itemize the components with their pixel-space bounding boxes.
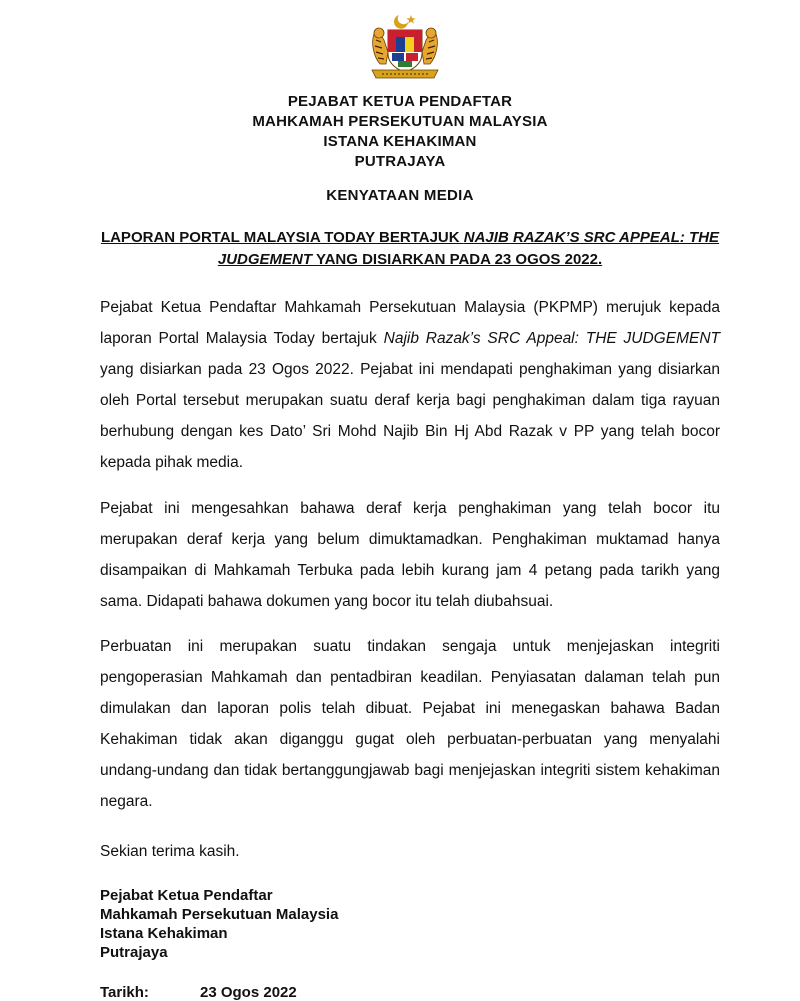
subject-text-1: LAPORAN PORTAL MALAYSIA TODAY BERTAJUK — [100, 229, 464, 246]
issuer-header — [0, 92, 800, 172]
signature-line-2: Mahkamah Persekutuan Malaysia — [100, 906, 339, 923]
body-paragraph-2: Pejabat ini mengesahkan bahawa deraf kerja penghakiman yang telah bocor itu merupakan deraf kerja yang belum dimuktamadkan. Penghakiman muktamad hanya disampaikan di Mahkamah Terbuka pada lebih kurang jam 4 petang pada tarikh yang sama. Didapati bahawa dokumen yang bocor itu telah diubahsuai. — [100, 500, 720, 610]
subject-text-2: YANG DISIARKAN PADA 23 OGOS 2022. — [312, 251, 603, 268]
body-paragraph-3: Perbuatan ini merupakan suatu tindakan sengaja untuk menjejaskan integriti pengoperasian Mahkamah dan pentadbiran keadilan. Penyiasatan dalaman telah pun dimulakan dan laporan polis telah dibuat. Pejabat ini menegaskan bahawa Badan Kehakiman tidak akan diganggu gugat oleh perbuatan-perbuatan yang menyalahi undang-undang dan tidak bertanggungjawab bagi menjejaskan integriti sistem kehakiman negara. — [100, 638, 720, 810]
signature-line-3: Istana Kehakiman — [100, 925, 228, 942]
closing-text: Sekian terima kasih. — [100, 843, 240, 860]
date-value: 23 Ogos 2022 — [200, 984, 297, 1001]
paragraph-1-text-1: Pejabat Ketua Pendaftar Mahkamah Persekutuan Malaysia (PKPMP) merujuk kepada laporan Portal Malaysia Today bertajuk — [100, 299, 720, 347]
subject-article-title: NAJIB RAZAK’S SRC APPEAL: THE JUDGEMENT — [217, 229, 720, 268]
coat-of-arms-emblem — [368, 12, 442, 86]
header-line-1: PEJABAT KETUA PENDAFTAR — [287, 93, 513, 110]
body-paragraph-1 — [100, 292, 720, 478]
date-label: Tarikh: — [100, 984, 149, 1001]
media-statement-title: KENYATAAN MEDIA — [326, 187, 474, 204]
header-line-2: MAHKAMAH PERSEKUTUAN MALAYSIA — [252, 113, 548, 130]
paragraph-1-text-2: yang disiarkan pada 23 Ogos 2022. Pejabat ini mendapati penghakiman yang disiarkan oleh Portal tersebut merupakan suatu deraf kerja bagi penghakiman dalam tiga rayuan berhubung dengan kes Dato’ Sri Mohd Najib Bin Hj Abd Razak v PP yang telah bocor kepada pihak media. — [100, 361, 720, 471]
paragraph-1-article-title: Najib Razak’s SRC Appeal: THE JUDGEMENT — [383, 330, 720, 347]
date-row — [100, 984, 297, 1001]
signature-block — [100, 886, 338, 962]
header-line-4: PUTRAJAYA — [354, 153, 446, 170]
signature-line-1: Pejabat Ketua Pendaftar — [100, 887, 273, 904]
statement-subject — [100, 227, 720, 271]
header-line-3: ISTANA KEHAKIMAN — [323, 133, 477, 150]
signature-line-4: Putrajaya — [100, 944, 168, 961]
